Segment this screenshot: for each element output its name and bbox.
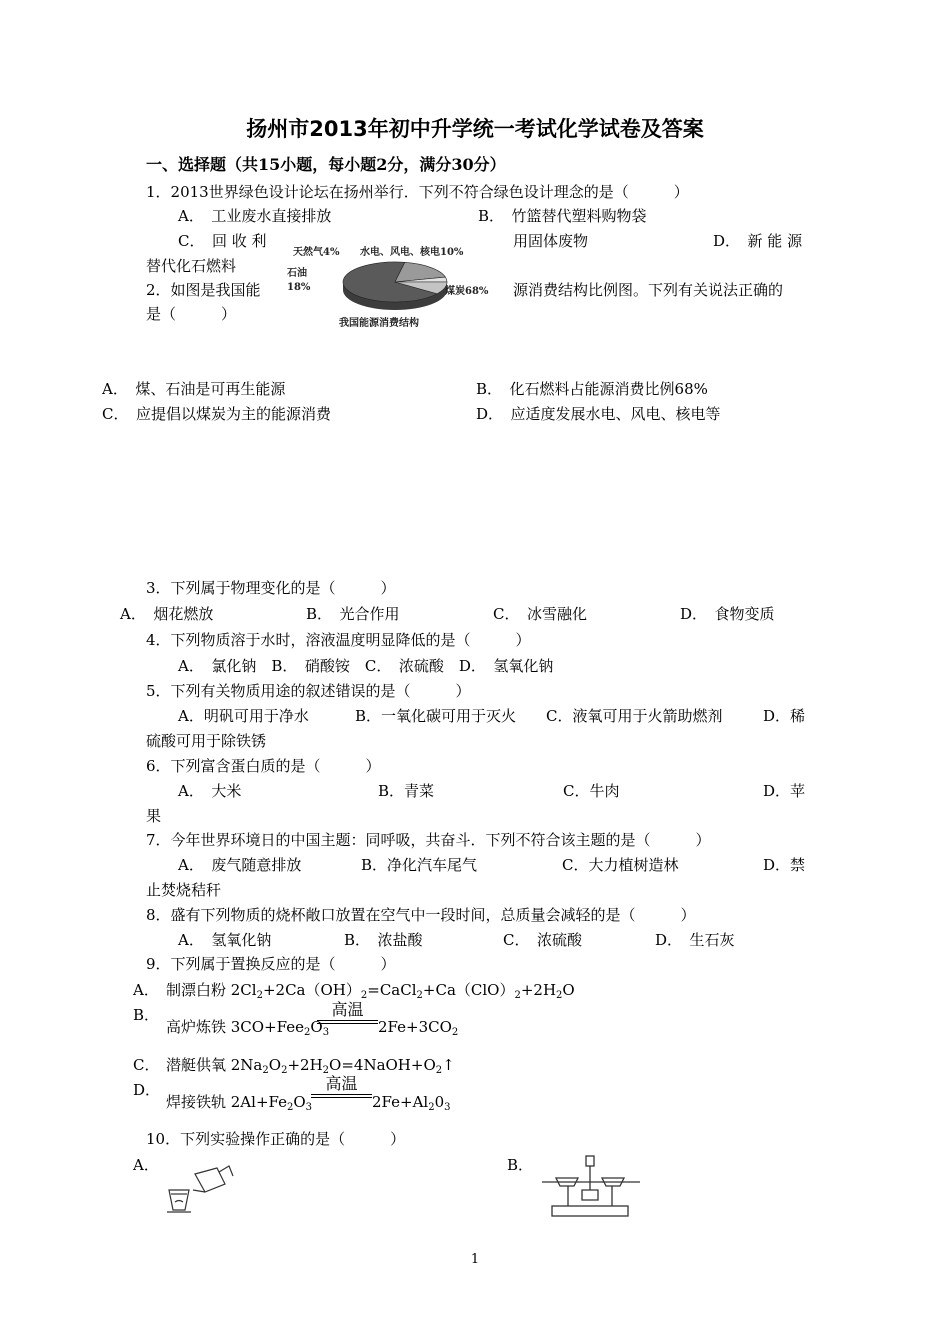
page-number: 1 xyxy=(470,1252,480,1267)
q9-option-b-label: B． xyxy=(133,1006,160,1024)
q1-option-b: B． 竹篮替代塑料购物袋 xyxy=(478,207,647,225)
legend-hydro-wind-nuclear: 水电、风电、核电10% xyxy=(360,247,464,258)
q3-stem: 3．下列属于物理变化的是（ ） xyxy=(146,579,396,597)
q8-option-b: B． 浓盐酸 xyxy=(344,931,423,949)
q3-option-c: C． 冰雪融化 xyxy=(493,605,587,623)
q2-stem-end: 是（ ） xyxy=(146,305,237,323)
q9-option-b-products: $2Fe+3CO_2$ xyxy=(378,1018,459,1038)
q1-stem: 1．2013世界绿色设计论坛在扬州举行．下列不符合绿色设计理念的是（ ） xyxy=(146,183,689,201)
page-title: 扬州市2013年初中升学统一考试化学试卷及答案 xyxy=(246,117,704,141)
legend-coal: 煤炭68% xyxy=(445,286,489,297)
pouring-liquid-illustration xyxy=(163,1160,235,1218)
q2-option-c: C． 应提倡以煤炭为主的能源消费 xyxy=(102,405,331,423)
q1-option-c-tail: 用固体废物 xyxy=(513,232,589,250)
q7-option-d-tail: 止焚烧秸秆 xyxy=(146,881,222,899)
q6-option-d-tail: 果 xyxy=(146,807,162,825)
q7-option-d-head: D．禁 xyxy=(763,856,806,874)
q1-option-c-head: C． 回 收 利 xyxy=(178,232,267,250)
q3-option-b: B． 光合作用 xyxy=(306,605,400,623)
section-heading: 一、选择题（共15小题，每小题2分，满分30分） xyxy=(146,155,506,174)
q6-option-a: A． 大米 xyxy=(178,782,242,800)
q5-option-d-tail: 硫酸可用于除铁锈 xyxy=(146,732,267,750)
q9-option-d-products: $2Fe+Al_20_3$ xyxy=(372,1093,451,1113)
q4-options: A． 氯化钠 B． 硝酸铵 C． 浓硫酸 D． 氢氧化钠 xyxy=(178,657,554,675)
q8-stem: 8．盛有下列物质的烧杯敞口放置在空气中一段时间，总质量会减轻的是（ ） xyxy=(146,906,696,924)
legend-natural-gas: 天然气4% xyxy=(293,247,340,258)
q6-option-d-head: D．苹 xyxy=(763,782,806,800)
q5-option-a: A．明矾可用于净水 xyxy=(178,707,309,725)
energy-pie-chart xyxy=(285,238,507,334)
q7-option-a: A． 废气随意排放 xyxy=(178,856,302,874)
q10-option-b-label: B． xyxy=(507,1156,534,1174)
q2-stem-head: 2．如图是我国能 xyxy=(146,281,261,299)
chart-title: 我国能源消费结构 xyxy=(339,318,419,329)
legend-oil-name: 石油 xyxy=(287,268,307,279)
q7-option-b: B．净化汽车尾气 xyxy=(361,856,478,874)
q9-option-c-label: C． xyxy=(133,1056,160,1074)
q3-option-d: D． 食物变质 xyxy=(680,605,775,623)
q5-option-d-head: D．稀 xyxy=(763,707,806,725)
q8-option-c: C． 浓硫酸 xyxy=(503,931,582,949)
q9-option-d-condition: 高温 xyxy=(311,1076,372,1098)
legend-oil-percent: 18% xyxy=(287,282,311,293)
q9-option-d-equation: 焊接铁轨 $2Al+Fe_2O_3$ xyxy=(166,1093,313,1113)
q5-option-c: C．液氧可用于火箭助燃剂 xyxy=(546,707,723,725)
q7-option-c: C．大力植树造林 xyxy=(562,856,679,874)
q9-stem: 9．下列属于置换反应的是（ ） xyxy=(146,955,396,973)
q6-stem: 6．下列富含蛋白质的是（ ） xyxy=(146,757,381,775)
q9-option-a-equation: 制漂白粉 $2Cl_2+2Ca(OH)_2=CaCl_2+Ca(ClO)_2+2H_2O$ xyxy=(166,981,575,1001)
q6-option-b: B．青菜 xyxy=(378,782,435,800)
q2-option-a: A． 煤、石油是可再生能源 xyxy=(102,380,286,398)
q9-option-c-equation: 潜艇供氧 $2Na_2O_2+2H_2O=4NaOH+O_2↑$ xyxy=(166,1056,455,1076)
q9-option-b-condition: 高温 xyxy=(317,1002,378,1024)
q2-option-d: D． 应适度发展水电、风电、核电等 xyxy=(476,405,721,423)
q10-stem: 10．下列实验操作正确的是（ ） xyxy=(146,1130,406,1148)
q5-stem: 5．下列有关物质用途的叙述错误的是（ ） xyxy=(146,682,471,700)
q9-option-a-label: A． xyxy=(133,981,159,999)
q1-option-d-tail: 替代化石燃料 xyxy=(146,257,237,275)
q8-option-a: A． 氢氧化钠 xyxy=(178,931,272,949)
q2-stem-tail: 源消费结构比例图。下列有关说法正确的 xyxy=(513,281,784,299)
q7-stem: 7．今年世界环境日的中国主题：同呼吸，共奋斗．下列不符合该主题的是（ ） xyxy=(146,831,711,849)
q4-stem: 4．下列物质溶于水时，溶液温度明显降低的是（ ） xyxy=(146,631,531,649)
q9-option-d-label: D． xyxy=(133,1081,161,1099)
q8-option-d: D． 生石灰 xyxy=(655,931,735,949)
q3-option-a: A． 烟花燃放 xyxy=(120,605,214,623)
q2-option-b: B． 化石燃料占能源消费比例68% xyxy=(476,380,708,398)
balance-scale-illustration xyxy=(538,1150,644,1222)
q1-option-a: A． 工业废水直接排放 xyxy=(178,207,332,225)
q5-option-b: B．一氧化碳可用于灭火 xyxy=(355,707,517,725)
q6-option-c: C．牛肉 xyxy=(563,782,620,800)
q9-option-b-equation: 高炉炼铁 $3CO+Fee_2O_3$ xyxy=(166,1018,330,1038)
q10-option-a-label: A． xyxy=(133,1156,159,1174)
q1-option-d-head: D． 新 能 源 xyxy=(713,232,803,250)
